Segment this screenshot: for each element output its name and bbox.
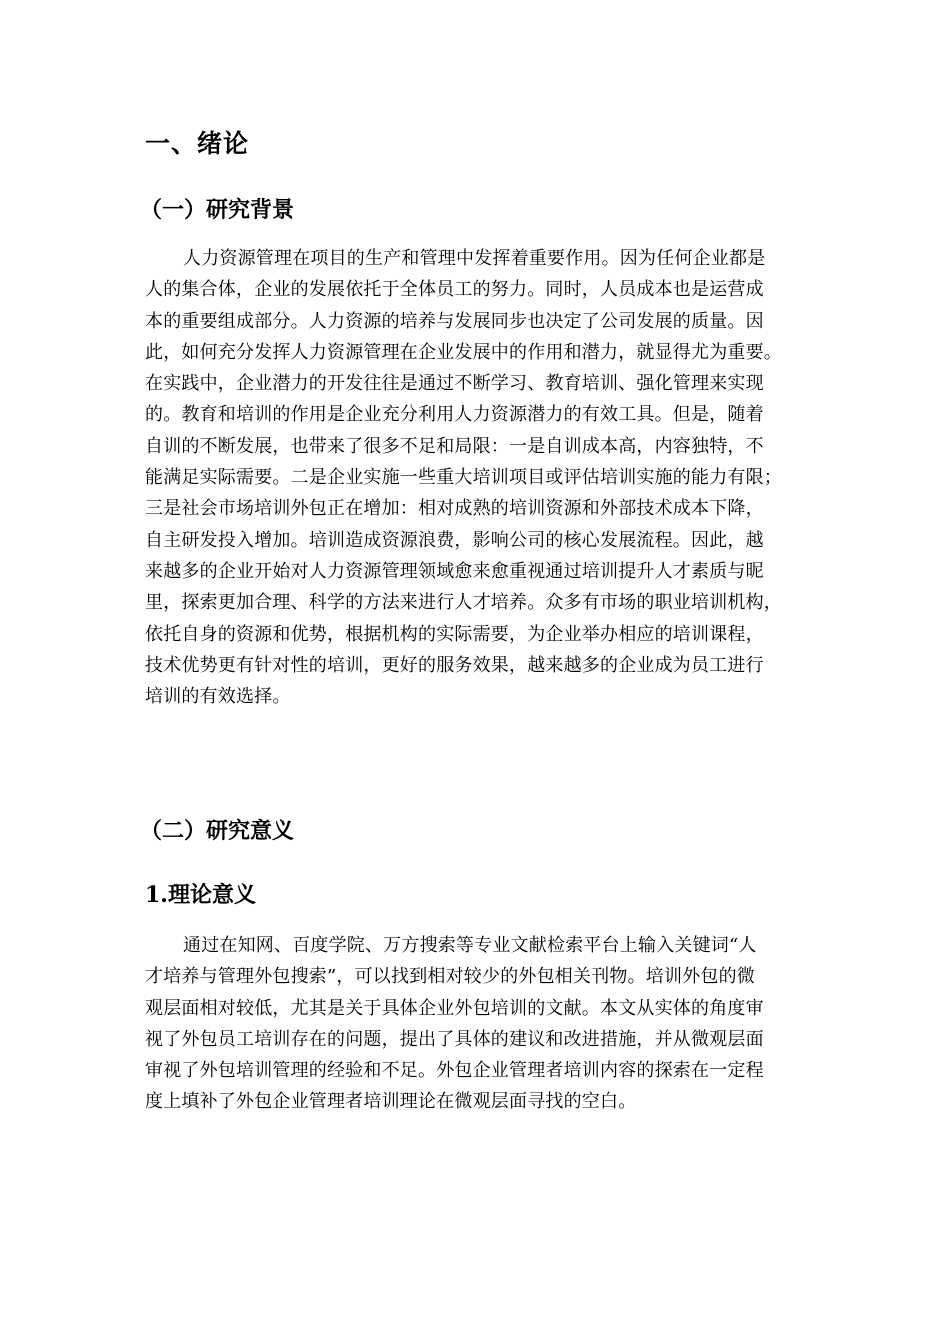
paragraph-line: 才培养与管理外包搜索”，可以找到相对较少的外包相关刊物。培训外包的微 bbox=[145, 966, 755, 988]
paragraph-line: 培训的有效选择。 bbox=[145, 686, 291, 708]
paragraph-line: 此，如何充分发挥人力资源管理在企业发展中的作用和潜力，就显得尤为重要。 bbox=[145, 341, 782, 363]
paragraph-line: 人力资源管理在项目的生产和管理中发挥着重要作用。因为任何企业都是 bbox=[183, 248, 766, 269]
paragraph-line: 观层面相对较低，尤其是关于具体企业外包培训的文献。本文从实体的角度审 bbox=[145, 997, 764, 1019]
paragraph-line: 技术优势更有针对性的培训，更好的服务效果，越来越多的企业成为员工进行 bbox=[145, 654, 764, 676]
paragraph-line: 自训的不断发展，也带来了很多不足和局限：一是自训成本高，内容独特，不 bbox=[145, 435, 764, 457]
paragraph-line: 依托自身的资源和优势，根据机构的实际需要，为企业举办相应的培训课程， bbox=[145, 623, 764, 645]
paragraph-line: 在实践中，企业潜力的开发往往是通过不断学习、教育培训、强化管理来实现 bbox=[145, 373, 764, 395]
paragraph-line: 三是社会市场培训外包正在增加：相对成熟的培训资源和外部技术成本下降， bbox=[145, 498, 764, 520]
paragraph-line: 能满足实际需要。二是企业实施一些重大培训项目或评估培训实施的能力有限； bbox=[145, 467, 782, 489]
paragraph-line: 视了外包员工培训存在的问题，提出了具体的建议和改进措施，并从微观层面 bbox=[145, 1028, 764, 1050]
paragraph-line: 人的集合体，企业的发展依托于全体员工的努力。同时，人员成本也是运营成 bbox=[145, 279, 764, 301]
section-heading-significance: （二）研究意义 bbox=[140, 818, 295, 844]
paragraph-line: 通过在知网、百度学院、万方搜索等专业文献检索平台上输入关键词“人 bbox=[183, 935, 757, 956]
paragraph-line: 度上填补了外包企业管理者培训理论在微观层面寻找的空白。 bbox=[145, 1091, 637, 1113]
paragraph-line: 里，探索更加合理、科学的方法来进行人才培养。众多有市场的职业培训机构， bbox=[145, 592, 782, 614]
section-heading-background: （一）研究背景 bbox=[140, 197, 295, 223]
chapter-title: 一、绪论 bbox=[145, 129, 250, 158]
paragraph-line: 本的重要组成部分。人力资源的培养与发展同步也决定了公司发展的质量。因 bbox=[145, 310, 764, 332]
paragraph-line: 的。教育和培训的作用是企业充分利用人力资源潜力的有效工具。但是，随着 bbox=[145, 404, 764, 426]
subsection-heading-theory: 1.理论意义 bbox=[145, 882, 256, 908]
paragraph-line: 自主研发投入增加。培训造成资源浪费，影响公司的核心发展流程。因此，越 bbox=[145, 529, 764, 551]
paragraph-line: 来越多的企业开始对人力资源管理领域愈来愈重视通过培训提升人才素质与昵 bbox=[145, 560, 764, 582]
background-paragraph bbox=[145, 243, 782, 712]
paragraph-line: 审视了外包培训管理的经验和不足。外包企业管理者培训内容的探索在一定程 bbox=[145, 1060, 764, 1082]
theory-paragraph bbox=[145, 930, 764, 1118]
